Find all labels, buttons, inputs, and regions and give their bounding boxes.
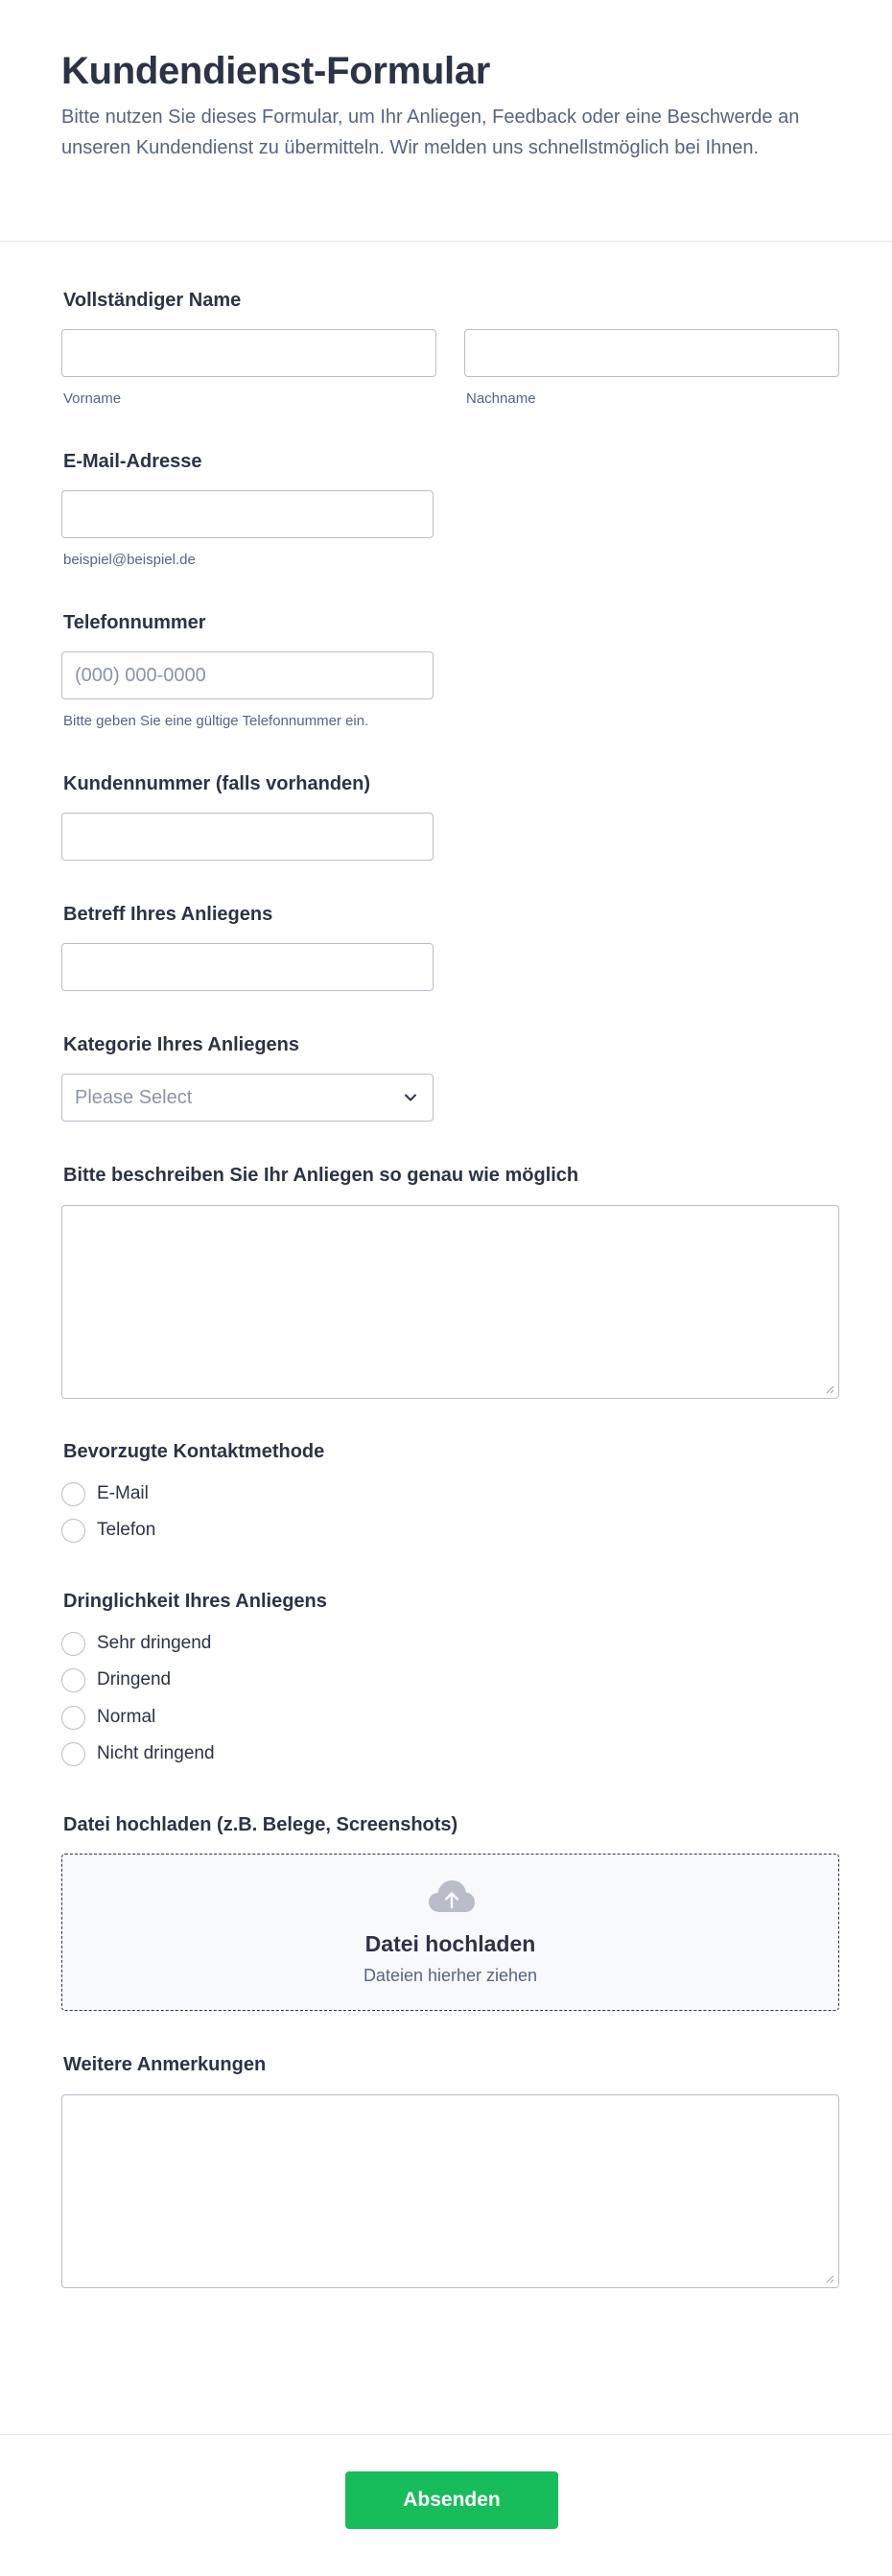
radio-option-label: Sehr dringend	[97, 1633, 212, 1653]
description-textarea[interactable]	[61, 1205, 839, 1399]
phone-input[interactable]	[61, 651, 434, 699]
last-name-sublabel: Nachname	[466, 390, 536, 407]
submit-button[interactable]: Absenden	[345, 2471, 558, 2529]
cloud-upload-icon	[427, 1878, 477, 1916]
subject-label: Betreff Ihres Anliegens	[63, 904, 273, 925]
email-label: E-Mail-Adresse	[63, 451, 202, 472]
radio-circle[interactable]	[61, 1482, 85, 1506]
phone-label: Telefonnummer	[63, 612, 206, 633]
radio-option-normal[interactable]	[61, 1705, 155, 1730]
form-title: Kundendienst-Formular	[61, 50, 491, 92]
radio-circle[interactable]	[61, 1668, 85, 1692]
email-sublabel: beispiel@beispiel.de	[63, 552, 196, 568]
radio-option-dringend[interactable]	[61, 1667, 171, 1692]
radio-option-label: Telefon	[97, 1520, 156, 1540]
category-selected: Please Select	[75, 1087, 193, 1108]
last-name-input[interactable]	[464, 329, 839, 377]
remarks-textarea[interactable]	[61, 2094, 839, 2288]
file-upload-dropzone[interactable]	[61, 1854, 839, 2011]
phone-placeholder: (000) 000-0000	[75, 665, 206, 686]
radio-option-email[interactable]	[61, 1481, 149, 1506]
category-label: Kategorie Ihres Anliegens	[63, 1034, 299, 1055]
resize-grip-icon[interactable]	[825, 1384, 834, 1394]
subject-input[interactable]	[61, 943, 434, 991]
name-label: Vollständiger Name	[63, 290, 242, 311]
phone-sublabel: Bitte geben Sie eine gültige Telefonnummer ein.	[63, 713, 369, 729]
radio-option-sehr-dringend[interactable]	[61, 1631, 211, 1656]
customer-number-label: Kundennummer (falls vorhanden)	[63, 773, 371, 794]
radio-circle[interactable]	[61, 1706, 85, 1730]
form-header	[0, 0, 892, 242]
contact-method-label: Bevorzugte Kontaktmethode	[63, 1441, 325, 1462]
radio-option-label: Normal	[97, 1707, 156, 1727]
description-label: Bitte beschreiben Sie Ihr Anliegen so genau wie möglich	[63, 1165, 579, 1186]
urgency-label: Dringlichkeit Ihres Anliegens	[63, 1591, 327, 1612]
radio-circle[interactable]	[61, 1519, 85, 1543]
radio-circle[interactable]	[61, 1632, 85, 1656]
radio-option-nicht-dringend[interactable]	[61, 1741, 215, 1766]
remarks-label: Weitere Anmerkungen	[63, 2054, 267, 2075]
radio-circle[interactable]	[61, 1742, 85, 1766]
upload-label: Datei hochladen (z.B. Belege, Screenshots)	[63, 1814, 458, 1835]
upload-title: Datei hochladen	[364, 1931, 536, 1956]
radio-option-label: Dringend	[97, 1669, 172, 1690]
resize-grip-icon[interactable]	[825, 2274, 834, 2283]
first-name-sublabel: Vorname	[63, 390, 122, 407]
radio-option-label: E-Mail	[97, 1483, 149, 1503]
form-footer	[0, 2434, 892, 2576]
first-name-input[interactable]	[61, 329, 436, 377]
radio-option-telefon[interactable]	[61, 1518, 155, 1543]
email-input[interactable]	[61, 490, 434, 538]
form-subtitle: Bitte nutzen Sie dieses Formular, um Ihr Anliegen, Feedback oder eine Beschwerde an unseren Kundendienst zu übermitteln. Wir melden uns schnellstmöglich bei Ihnen.	[61, 106, 800, 158]
radio-option-label: Nicht dringend	[97, 1743, 215, 1763]
chevron-down-icon	[402, 1089, 419, 1106]
customer-number-input[interactable]	[61, 813, 434, 861]
category-select[interactable]	[61, 1074, 434, 1122]
upload-subtitle: Dateien hierher ziehen	[363, 1966, 538, 1985]
